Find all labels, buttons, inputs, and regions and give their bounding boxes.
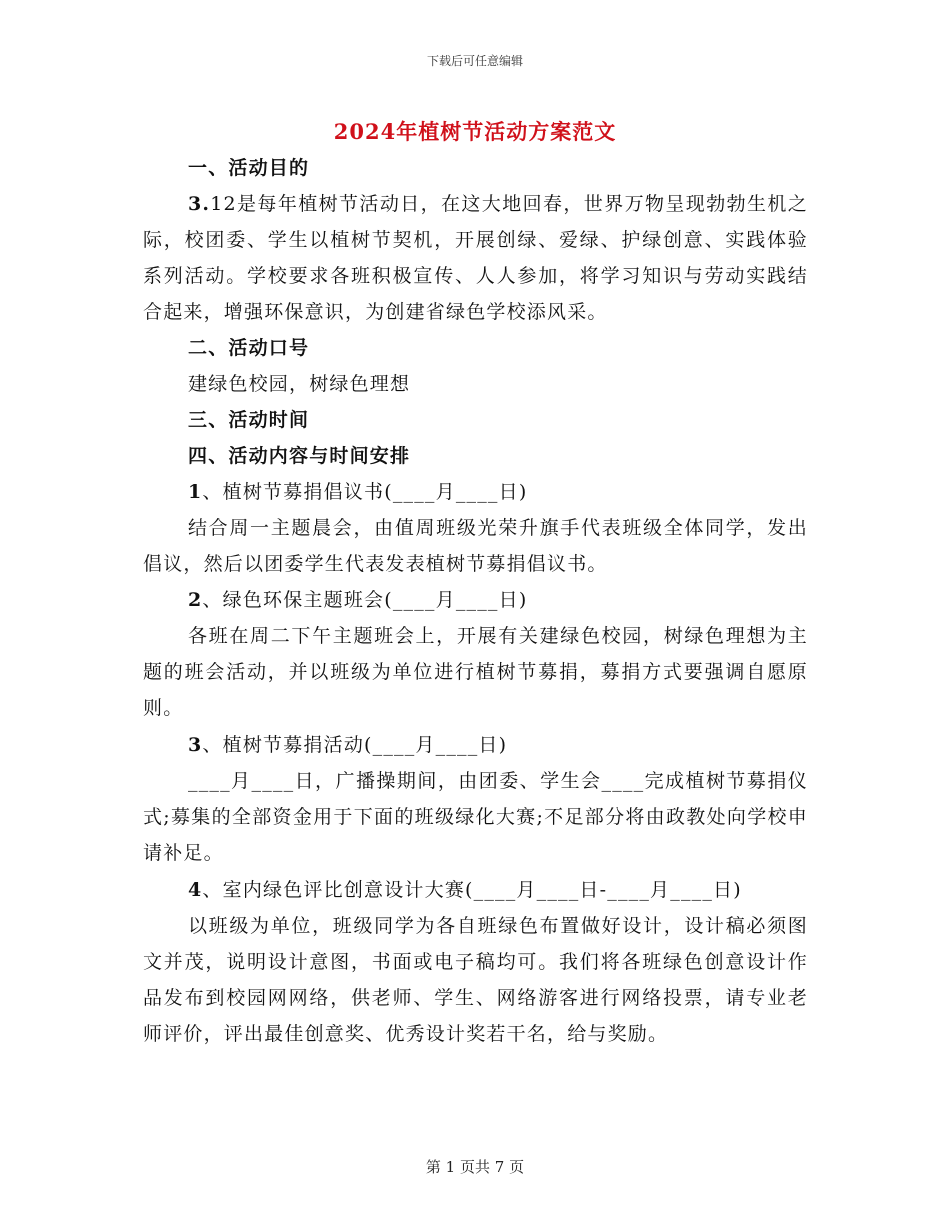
item-body-1: 结合周一主题晨会，由值周班级光荣升旗手代表班级全体同学，发出倡议，然后以团委学生代表发表植树节募捐倡议书。 — [143, 517, 808, 575]
purpose-number: 3. — [188, 193, 211, 215]
item-number-1: 1 — [188, 481, 203, 503]
document-title: 2024年植树节活动方案范文 — [333, 119, 617, 144]
item-body-2: 各班在周二下午主题班会上，开展有关建绿色校园，树绿色理想为主题的班会活动，并以班级为单位进行植树节募捐，募捐方式要强调自愿原则。 — [143, 625, 808, 719]
page-footer-number: 第 1 页共 7 页 — [425, 1158, 525, 1176]
item-title-4 — [143, 872, 808, 908]
item-title-3 — [143, 727, 808, 763]
section-body-purpose — [143, 186, 808, 330]
item-title-text-4: 、室内绿色评比创意设计大赛(____月____日-____月____日) — [202, 879, 742, 901]
section-heading-slogan: 二、活动口号 — [188, 337, 310, 359]
purpose-text: 12是每年植树节活动日，在这大地回春，世界万物呈现勃勃生机之际，校团委、学生以植树节契机，开展创绿、爱绿、护绿创意、实践体验系列活动。学校要求各班积极宣传、人人参加，将学习知识与劳动实践结合起来，增强环保意识，为创建省绿色学校添风采。 — [143, 193, 808, 323]
page-header-note: 下载后可任意编辑 — [426, 54, 523, 68]
item-title-text-3: 、植树节募捐活动(____月____日) — [202, 734, 508, 756]
item-title-text-2: 、绿色环保主题班会(____月____日) — [202, 589, 528, 611]
section-body-slogan: 建绿色校园，树绿色理想 — [188, 373, 411, 395]
item-title-text-1: 、植树节募捐倡议书(____月____日) — [202, 481, 528, 503]
item-title-1 — [143, 474, 808, 510]
item-number-4: 4 — [188, 879, 203, 901]
item-number-3: 3 — [188, 734, 203, 756]
section-heading-time: 三、活动时间 — [188, 409, 310, 431]
section-heading-purpose: 一、活动目的 — [188, 157, 310, 179]
item-body-4: 以班级为单位，班级同学为各自班绿色布置做好设计，设计稿必须图文并茂，说明设计意图，书面或电子稿均可。我们将各班绿色创意设计作品发布到校园网网络，供老师、学生、网络游客进行网络投票，请专业老师评价，评出最佳创意奖、优秀设计奖若干名，给与奖励。 — [143, 915, 808, 1045]
section-heading-content: 四、活动内容与时间安排 — [188, 445, 411, 467]
item-body-3: ____月____日，广播操期间，由团委、学生会____完成植树节募捐仪式;募集的全部资金用于下面的班级绿化大赛;不足部分将由政教处向学校申请补足。 — [143, 770, 808, 864]
item-number-2: 2 — [188, 589, 203, 611]
document-body — [143, 150, 808, 1052]
item-title-2 — [143, 582, 808, 618]
